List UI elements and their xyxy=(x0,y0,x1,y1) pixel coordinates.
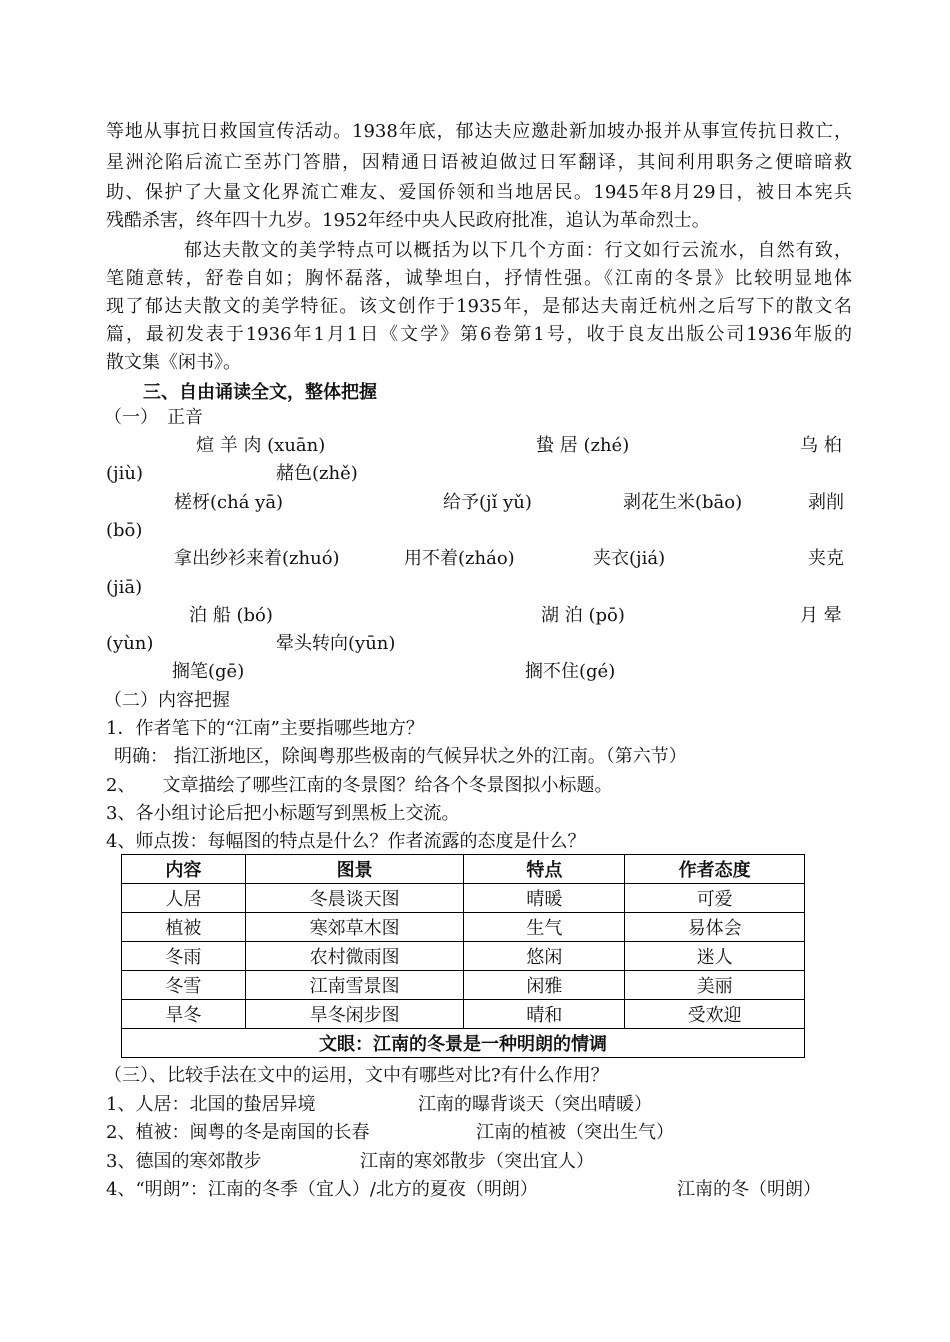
style-line-2: 笔随意转，舒卷自如；胸怀磊落，诚挚坦白，抒情性强。《江南的冬景》比较明显地体 xyxy=(106,268,852,289)
table-footer-row xyxy=(122,1029,805,1058)
pron-item: 搁笔(gē) xyxy=(172,661,245,682)
pron-item: 泊 船 (bó) xyxy=(189,605,273,626)
pronunciation-label: （一） 正音 xyxy=(104,407,203,428)
bio-line-4: 残酷杀害，终年四十九岁。1952年经中央人民政府批准，追认为革命烈士。 xyxy=(106,210,710,231)
table-cell: 人居 xyxy=(122,884,246,913)
compare-item-4-left: 4、“明朗”：江南的冬季（宜人）/北方的夏夜（明朗） xyxy=(106,1179,538,1200)
pron-item: 用不着(zháo) xyxy=(404,548,515,569)
table-cell: 农村微雨图 xyxy=(245,942,464,971)
table-cell: 迷人 xyxy=(625,942,805,971)
table-cell: 闲雅 xyxy=(464,971,625,1000)
table-row xyxy=(122,971,805,1000)
compare-item-4-right: 江南的冬（明朗） xyxy=(677,1179,821,1200)
question-4: 4、师点拨：每幅图的特点是什么？作者流露的态度是什么？ xyxy=(106,831,586,852)
pron-item: 剥花生米(bāo) xyxy=(623,492,743,513)
table-cell: 旱冬闲步图 xyxy=(245,1000,464,1029)
style-line-3: 现了郁达夫散文的美学特征。该文创作于1935年，是郁达夫南迁杭州之后写下的散文名 xyxy=(106,296,852,317)
table-cell: 生气 xyxy=(464,913,625,942)
pron-item: 乌 桕 xyxy=(800,435,842,456)
style-line-4: 篇，最初发表于1936年1月1日《文学》第6卷第1号，收于良友出版公司1936年版的 xyxy=(106,324,852,345)
table-header: 作者态度 xyxy=(625,855,805,884)
compare-item-3-left: 3、德国的寒郊散步 xyxy=(106,1151,262,1172)
table-cell: 易体会 xyxy=(625,913,805,942)
pron-item: 蛰 居 (zhé) xyxy=(536,435,630,456)
table-cell: 寒郊草木图 xyxy=(245,913,464,942)
table-cell: 冬雨 xyxy=(122,942,246,971)
pron-item: 湖 泊 (pō) xyxy=(541,605,625,626)
bio-line-2: 星洲沦陷后流亡至苏门答腊，因精通日语被迫做过日军翻译，其间利用职务之便暗暗救 xyxy=(106,152,852,173)
pron-item: (yùn) xyxy=(106,633,154,654)
pron-item: (jiā) xyxy=(106,577,143,598)
section3-heading: 三、自由诵读全文，整体把握 xyxy=(143,382,377,403)
table-header: 特点 xyxy=(464,855,625,884)
style-line-5: 散文集《闲书》。 xyxy=(106,352,241,373)
table-cell: 美丽 xyxy=(625,971,805,1000)
table-header: 图景 xyxy=(245,855,464,884)
table-header: 内容 xyxy=(122,855,246,884)
table-cell: 可爱 xyxy=(625,884,805,913)
scene-table xyxy=(121,854,805,1058)
table-row xyxy=(122,884,805,913)
compare-item-1-right: 江南的曝背谈天（突出晴暖） xyxy=(418,1094,652,1115)
pron-item: 赭色(zhě) xyxy=(276,463,358,484)
bio-line-3: 助、保护了大量文化界流亡难友、爱国侨领和当地居民。1945年8月29日，被日本宪兵 xyxy=(106,182,852,203)
pron-item: 晕头转向(yūn) xyxy=(276,633,396,654)
table-cell: 植被 xyxy=(122,913,246,942)
table-footer: 文眼：江南的冬景是一种明朗的情调 xyxy=(122,1029,805,1058)
table-cell: 晴和 xyxy=(464,1000,625,1029)
table-header-row xyxy=(122,855,805,884)
compare-item-2-right: 江南的植被（突出生气） xyxy=(476,1122,674,1143)
answer-1: 明确： 指江浙地区，除闽粤那些极南的气候异状之外的江南。（第六节） xyxy=(114,746,687,767)
pron-item: 煊 羊 肉 (xuān) xyxy=(196,435,326,456)
pron-item: 拿出纱衫来着(zhuó) xyxy=(174,548,340,569)
table-cell: 旱冬 xyxy=(122,1000,246,1029)
table-row xyxy=(122,913,805,942)
pron-item: (bō) xyxy=(106,520,143,541)
question-3: 3、各小组讨论后把小标题写到黑板上交流。 xyxy=(106,803,460,824)
pron-item: 夹克 xyxy=(808,548,844,569)
bio-line-1: 等地从事抗日救国宣传活动。1938年底，郁达夫应邀赴新加坡办报并从事宣传抗日救亡， xyxy=(106,121,852,142)
question-2: 2、 文章描绘了哪些江南的冬景图？给各个冬景图拟小标题。 xyxy=(106,775,613,796)
table-cell: 江南雪景图 xyxy=(245,971,464,1000)
compare-item-2-left: 2、植被：闽粤的冬是南国的长春 xyxy=(106,1122,370,1143)
pron-item: 夹衣(jiá) xyxy=(593,548,666,569)
question-1: 1．作者笔下的“江南”主要指哪些地方？ xyxy=(106,718,424,739)
table-cell: 晴暖 xyxy=(464,884,625,913)
pron-item: 月 晕 xyxy=(800,605,842,626)
table-row xyxy=(122,942,805,971)
table-cell: 悠闲 xyxy=(464,942,625,971)
pron-item: 给予(jǐ yǔ) xyxy=(443,492,532,513)
compare-item-3-right: 江南的寒郊散步（突出宜人） xyxy=(360,1151,594,1172)
table-cell: 受欢迎 xyxy=(625,1000,805,1029)
content-label: （二）内容把握 xyxy=(104,690,230,711)
pron-item: 剥削 xyxy=(808,492,844,513)
table-cell: 冬晨谈天图 xyxy=(245,884,464,913)
pron-item: 搁不住(gé) xyxy=(525,661,616,682)
table-row xyxy=(122,1000,805,1029)
compare-item-1-left: 1、人居：北国的蛰居异境 xyxy=(106,1094,316,1115)
compare-label: （三）、比较手法在文中的运用，文中有哪些对比?有什么作用？ xyxy=(104,1065,609,1086)
pron-item: (jiù) xyxy=(106,463,143,484)
table-cell: 冬雪 xyxy=(122,971,246,1000)
style-line-1: 郁达夫散文的美学特点可以概括为以下几个方面：行文如行云流水，自然有致， xyxy=(184,240,852,261)
pron-item: 槎枒(chá yā) xyxy=(174,492,284,513)
